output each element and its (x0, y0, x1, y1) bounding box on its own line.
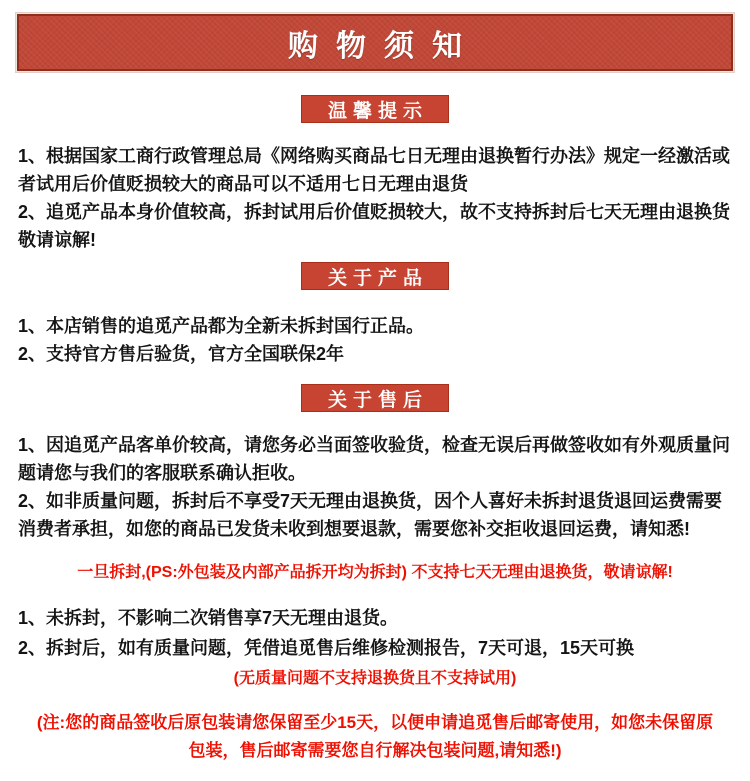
section-heading-aftersale (301, 384, 449, 412)
page-title: 购物须知 (288, 29, 480, 63)
packaging-note-line: (注:您的商品签收后原包装请您保留至少15天，以便申请追觅售后邮寄使用，如您未保留原 (36, 713, 714, 732)
notice-line: 1、本店销售的追觅产品都为全新未拆封国行正品。 (18, 316, 425, 336)
notice-line: 1、因追觅产品客单价较高，请您务必当面签收验货，检查无误后再做签收如有外观质量问 (18, 435, 731, 455)
product-text-block (0, 312, 750, 368)
notice-line: 1、根据国家工商行政管理总局《网络购买商品七日无理由退换暂行办法》规定一经激活或 (18, 146, 731, 166)
notice-line: 2、追觅产品本身价值较高，拆封试用后价值贬损较大，故不支持拆封后七天无理由退换货 (18, 202, 731, 222)
seal-warning-text: 一旦拆封,(PS:外包装及内部产品拆开均为拆封) 不支持七天无理由退换货，敬请谅解! (77, 564, 673, 581)
notice-line: 2、拆封后，如有质量问题，凭借追觅售后维修检测报告，7天可退，15天可换 (18, 638, 635, 658)
notice-line: 敬请谅解! (18, 230, 96, 250)
notice-line: 1、未拆封，不影响二次销售享7天无理由退货。 (18, 608, 399, 628)
no-trial-note: (无质量问题不支持退换货且不支持试用) (233, 670, 517, 687)
packaging-note-line: 包装，售后邮寄需要您自行解决包装问题,请知悉!) (188, 741, 562, 760)
packaging-note (0, 709, 750, 765)
section-heading-aftersale-label: 关于售后 (327, 389, 428, 411)
section-heading-product-label: 关于产品 (327, 267, 428, 289)
section-heading-tips (301, 95, 449, 123)
section-heading-product (301, 262, 449, 290)
notice-line: 者试用后价值贬损较大的商品可以不适用七日无理由退货 (18, 174, 468, 194)
tips-text-block (0, 142, 750, 254)
notice-line: 消费者承担，如您的商品已发货未收到想要退款，需要您补交拒收退回运费，请知悉! (18, 519, 690, 539)
return-policy-block (0, 603, 750, 663)
notice-line: 题请您与我们的客服联系确认拒收。 (18, 463, 306, 483)
notice-line: 2、如非质量问题，拆封后不享受7天无理由退换货，因个人喜好未拆封退货退回运费需要 (18, 491, 723, 511)
notice-line: 2、支持官方售后验货，官方全国联保2年 (18, 344, 345, 364)
header-banner (15, 12, 735, 73)
section-heading-tips-label: 温馨提示 (327, 100, 428, 122)
aftersale-text-block (0, 431, 750, 543)
header-banner-inner (17, 14, 733, 71)
